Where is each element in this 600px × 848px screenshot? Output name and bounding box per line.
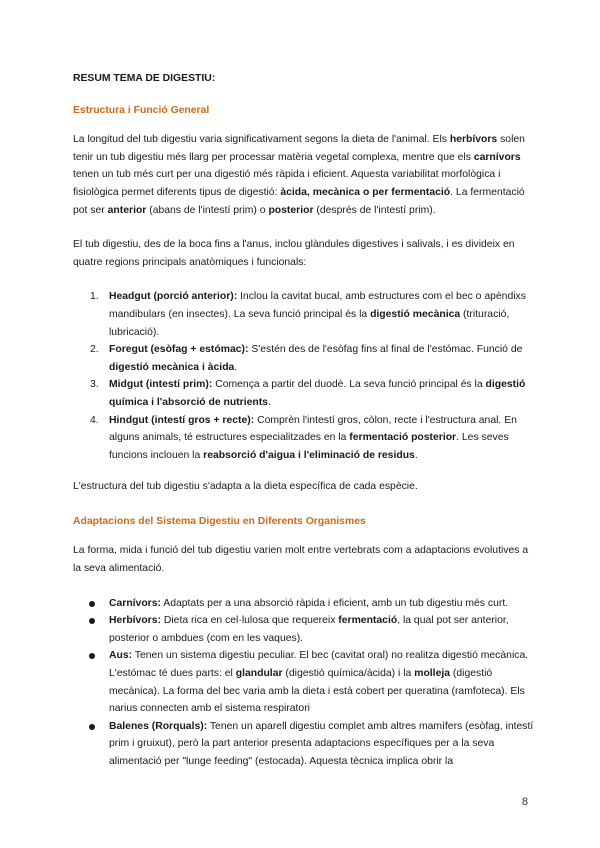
region-list-item: 1. Headgut (porció anterior): Inclou la cavitat bucal, amb estructures com el bec o apèndixs mandibulars (en insectes). La seva funció principal és la digestió mecànica (trituració, lubricació). [73,288,535,341]
list-number: 1. [90,291,99,303]
bold-text: herbívors [449,134,498,146]
bold-text: Aus: [109,650,133,662]
bullet-icon [89,724,95,730]
bold-text: digestió mecànica [370,308,461,320]
region-list-item: 2. Foregut (esòfag + estómac): S'estén des de l'esòfag fins al final de l'estómac. Funció de digestió mecànica i àcida. [73,341,535,376]
bullet-icon [89,618,95,624]
bold-text: Herbívors: [109,615,161,627]
section-heading-adaptations: Adaptacions del Sistema Digestiu en Diferents Organismes [73,515,366,527]
region-list-item: 3. Midgut (intestí prim): Comença a partir del duodè. La seva funció principal és la digestió química i l'absorció de nutrients. [73,376,535,411]
document-title: RESUM TEMA DE DIGESTIU: [73,73,216,84]
bold-text: fermentació posterior [349,432,457,444]
bold-text: Hindgut (intestí gros + recte): [109,414,255,426]
bold-text: àcida, mecànica o per fermentació [280,186,451,198]
bold-text: glandular [235,668,283,680]
bold-text: Balenes (Rorquals): [109,720,208,732]
bold-text: anterior [107,204,147,216]
bold-text: carnívors [473,151,521,163]
bold-text: posterior [268,204,314,216]
paragraph-tube-regions: El tub digestiu, des de la boca fins a l'anus, inclou glàndules digestives i salivals, i es divideix en quatre regions principals anatòmiques i funcionals: [73,239,515,268]
organism-list-item: Aus: Tenen un sistema digestiu peculiar. El bec (cavitat oral) no realitza digestió mecànica. L'estómac té dues parts: el glandular (digestió química/àcida) i la molleja (digestió mecànica). La forma del bec varia amb la dieta i està cobert per queratina (ramfoteca). Els narius connecten amb el sistema respiratori [73,647,535,717]
document-body [73,70,535,771]
list-number: 3. [90,379,99,391]
paragraph-adaptations-intro: La forma, mida i funció del tub digestiu varien molt entre vertebrats com a adaptacions evolutives a la seva alimentació. [73,545,529,575]
organism-list-item: Balenes (Rorquals): Tenen un aparell digestiu complet amb altres mamífers (esòfag, intestí prim i gruixut), però la part anterior presenta adaptacions específiques per a la seva alimentació per "lunge feeding" (estocada). Aquesta tècnica implica obrir la [73,718,535,771]
bullet-icon [89,653,95,659]
bold-text: fermentació [338,615,398,627]
bold-text: digestió mecànica i àcida [109,361,235,373]
bold-text: Foregut (esòfag + estómac): [109,344,249,356]
organism-list-item: Herbívors: Dieta rica en cel·lulosa que requereix fermentació, la qual pot ser anterior, posterior o ambdues (com en les vaques). [73,612,535,647]
organism-list-item: Carnívors: Adaptats per a una absorció ràpida i eficient, amb un tub digestiu més curt. [73,595,535,613]
section-heading-structure: Estructura i Funció General [73,104,210,116]
paragraph-adaptation: L'estructura del tub digestiu s'adapta a la dieta específica de cada espècie. [73,481,418,493]
organisms-list [73,595,535,771]
bold-text: Headgut (porció anterior): [109,291,238,303]
list-number: 4. [90,414,99,426]
region-list-item: 4. Hindgut (intestí gros + recte): Comprèn l'intestí gros, còlon, recte i l'estructura anal. En alguns animals, té estructures especialitzades en la fermentació posterior. Les seves funcions inclouen la reabsorció d'aigua i l'eliminació de residus. [73,412,535,465]
list-number: 2. [90,344,99,356]
bold-text: molleja [414,668,451,680]
bold-text: Midgut (intestí prim): [109,379,213,391]
page-number: 8 [521,796,528,808]
bold-text: reabsorció d'aigua i l'eliminació de residus [203,449,415,461]
regions-list [73,288,535,464]
bullet-icon [89,601,95,607]
bold-text: digestió química i l'absorció de nutrients [109,379,526,408]
bold-text: Carnívors: [109,597,161,609]
paragraph-tube-length: La longitud del tub digestiu varia significativament segons la dieta de l'animal. Els herbívors solen tenir un tub digestiu més llarg per processar matèria vegetal complexa, mentre que els carnívors tenen un tub més curt per una digestió més ràpida i eficient. Aquesta variabilitat morfològica i fisiològica permet diferents tipus de digestió: àcida, mecànica o per fermentació. La fermentació pot ser anterior (abans de l'intestí prim) o posterior (després de l'intestí prim). [73,134,525,216]
